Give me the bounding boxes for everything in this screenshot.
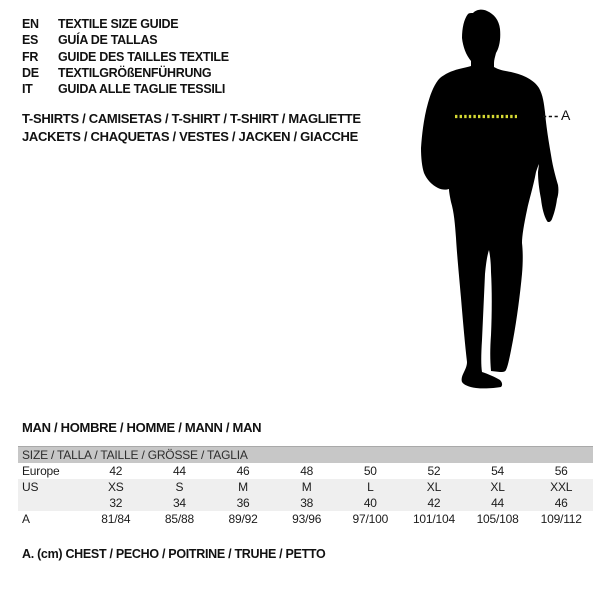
language-code: EN <box>22 17 39 31</box>
size-cell: 38 <box>300 496 314 510</box>
size-cell: XXL <box>550 480 573 494</box>
size-cell: 42 <box>427 496 441 510</box>
size-cell: XL <box>490 480 505 494</box>
size-cell: 36 <box>236 496 250 510</box>
language-row <box>22 16 229 32</box>
language-label: TEXTILGRÖßENFÜHRUNG <box>58 65 212 80</box>
size-cell: 48 <box>300 464 314 478</box>
language-row <box>22 65 229 81</box>
man-silhouette-figure <box>405 0 600 405</box>
size-cell: M <box>238 480 248 494</box>
size-cell: XS <box>108 480 124 494</box>
row-label: US <box>22 480 39 494</box>
language-list <box>22 16 229 97</box>
size-cell: 101/104 <box>412 512 455 526</box>
size-cell: 89/92 <box>228 512 258 526</box>
size-cell: 81/84 <box>101 512 131 526</box>
size-cell: 93/96 <box>292 512 322 526</box>
language-row <box>22 32 229 48</box>
table-row-chest <box>18 511 593 527</box>
size-cell: 32 <box>109 496 123 510</box>
section-title: MAN / HOMBRE / HOMME / MANN / MAN <box>22 420 262 435</box>
garment-categories <box>22 110 361 146</box>
size-cell: 46 <box>554 496 568 510</box>
size-cell: 54 <box>491 464 505 478</box>
size-cell: 44 <box>491 496 505 510</box>
size-cell: 44 <box>172 464 186 478</box>
size-cell: 34 <box>172 496 186 510</box>
table-row-numeric <box>18 495 593 511</box>
size-cell: 42 <box>109 464 123 478</box>
row-label: Europe <box>22 464 60 478</box>
language-label: GUIDA ALLE TAGLIE TESSILI <box>58 82 226 97</box>
size-cell: 109/112 <box>540 512 582 526</box>
row-label: A <box>22 512 30 526</box>
size-cell: 97/100 <box>352 512 389 526</box>
size-cell: 52 <box>427 464 441 478</box>
size-cell: 40 <box>363 496 377 510</box>
category-line-jackets: JACKETS / CHAQUETAS / VESTES / JACKEN / GIACCHE <box>22 129 358 144</box>
size-table <box>18 446 593 527</box>
measure-label-a: A <box>561 107 571 123</box>
table-row-us <box>18 479 593 495</box>
language-label: GUIDE DES TAILLES TEXTILE <box>58 49 229 64</box>
language-code: DE <box>22 65 39 80</box>
table-row-europe <box>18 463 593 479</box>
size-cell: 85/88 <box>164 512 194 526</box>
size-cell: L <box>367 480 374 494</box>
size-cell: S <box>175 480 184 494</box>
language-label: GUÍA DE TALLAS <box>58 33 158 48</box>
size-cell: 105/108 <box>476 512 519 526</box>
language-row <box>22 81 229 97</box>
size-cell: XL <box>426 480 442 494</box>
language-label: TEXTILE SIZE GUIDE <box>58 17 179 31</box>
language-row <box>22 49 229 65</box>
measurement-footnote: A. (cm) CHEST / PECHO / POITRINE / TRUHE / PETTO <box>22 547 326 561</box>
table-header: SIZE / TALLA / TAILLE / GRÖSSE / TAGLIA <box>18 446 593 463</box>
size-cell: 46 <box>236 464 250 478</box>
size-cell: 56 <box>554 464 568 478</box>
language-code: FR <box>22 49 39 64</box>
man-silhouette-svg <box>405 0 600 405</box>
category-line-tshirts: T-SHIRTS / CAMISETAS / T-SHIRT / T-SHIRT / MAGLIETTE <box>22 111 361 126</box>
size-cell: M <box>301 480 312 494</box>
man-silhouette <box>421 10 558 389</box>
row-label <box>18 495 84 511</box>
language-code: IT <box>22 82 33 97</box>
size-cell: 50 <box>363 464 377 478</box>
language-code: ES <box>22 33 39 48</box>
